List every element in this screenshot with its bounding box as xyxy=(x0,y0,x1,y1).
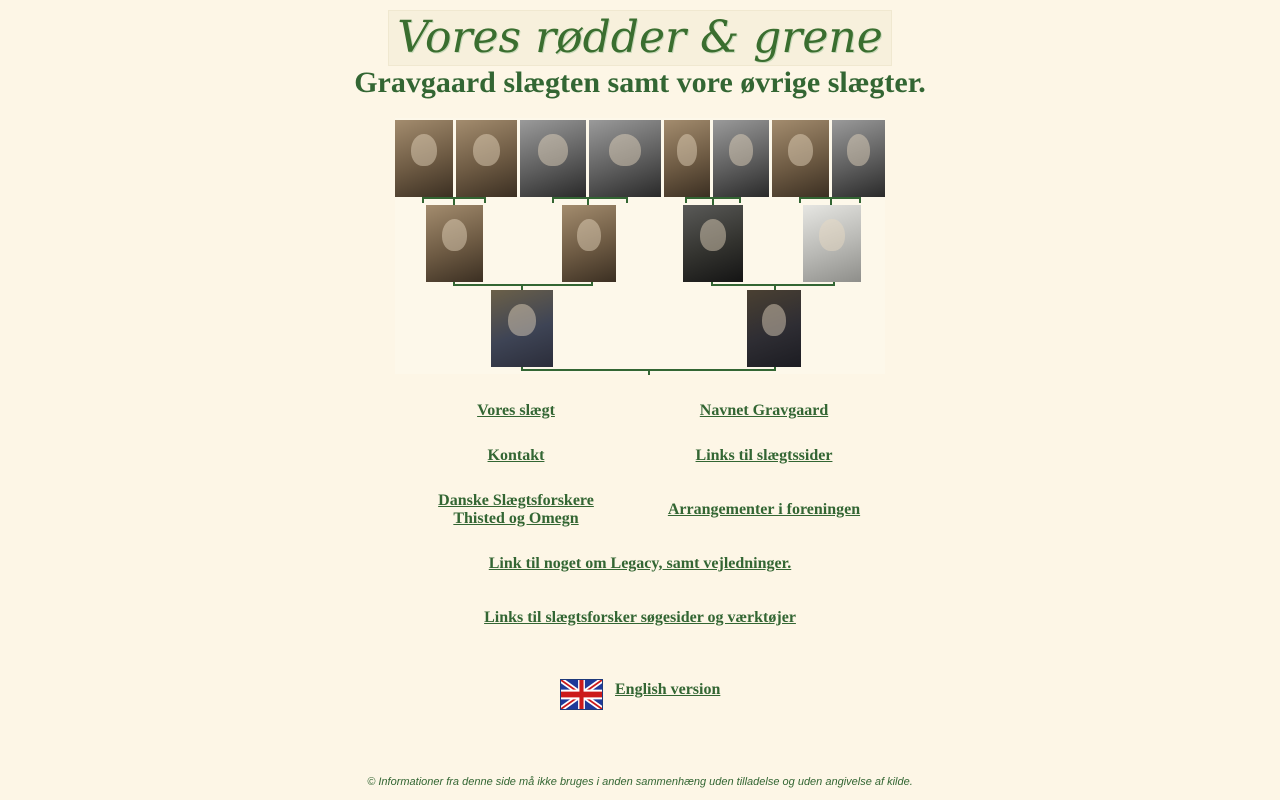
link-arrangementer[interactable]: Arrangementer i foreningen xyxy=(667,501,861,518)
portrait-photo xyxy=(426,205,483,282)
tree-connector xyxy=(711,282,713,286)
link-slaegtssider[interactable]: Links til slægtssider xyxy=(695,447,833,464)
copyright-notice: © Informationer fra denne side må ikke bruges i anden sammenhæng uden tilladelse og uden angivelse af kilde. xyxy=(367,776,913,788)
portrait-photo xyxy=(832,120,885,197)
portrait-photo xyxy=(491,290,553,367)
portrait-photo xyxy=(456,120,517,197)
portrait-photo xyxy=(520,120,586,197)
portrait-photo xyxy=(803,205,861,282)
tree-connector xyxy=(521,367,523,371)
tree-connector xyxy=(422,197,424,203)
link-danske-slaegtsforskere[interactable] xyxy=(400,492,632,528)
portrait-photo xyxy=(395,120,453,197)
site-logo-banner xyxy=(388,10,892,66)
tree-connector xyxy=(552,197,554,203)
tree-connector xyxy=(711,284,835,286)
link-english-version[interactable]: English version xyxy=(615,681,721,698)
tree-connector xyxy=(799,197,801,203)
tree-connector xyxy=(648,371,650,375)
banner-logo-text: Vores rødder & grene xyxy=(397,12,883,63)
tree-connector xyxy=(484,197,486,203)
uk-flag-icon[interactable] xyxy=(560,679,603,710)
portrait-photo xyxy=(772,120,829,197)
portrait-photo xyxy=(683,205,743,282)
family-tree xyxy=(395,118,885,374)
tree-connector xyxy=(774,367,776,371)
portrait-photo xyxy=(747,290,801,367)
link-navnet-gravgaard[interactable]: Navnet Gravgaard xyxy=(699,402,829,419)
tree-connector xyxy=(833,282,835,286)
portrait-photo xyxy=(713,120,769,197)
tree-connector xyxy=(453,284,593,286)
tree-connector xyxy=(453,282,455,286)
portrait-photo xyxy=(664,120,710,197)
tree-connector xyxy=(739,197,741,203)
tree-connector xyxy=(685,197,687,203)
link-legacy[interactable]: Link til noget om Legacy, samt vejledninger. xyxy=(488,555,792,572)
page-title: Gravgaard slægten samt vore øvrige slægter. xyxy=(354,66,926,99)
link-soegesider[interactable]: Links til slægtsforsker søgesider og værktøjer xyxy=(484,609,796,626)
link-danske-line1: Danske Slægtsforskere xyxy=(438,492,594,509)
link-vores-slaegt[interactable]: Vores slægt xyxy=(477,402,555,419)
portrait-photo xyxy=(562,205,616,282)
link-kontakt[interactable]: Kontakt xyxy=(487,447,545,464)
tree-connector xyxy=(859,197,861,203)
portrait-photo xyxy=(589,120,661,197)
tree-connector xyxy=(626,197,628,203)
link-danske-line2: Thisted og Omegn xyxy=(453,510,579,527)
tree-connector xyxy=(591,282,593,286)
tree-connector xyxy=(552,197,628,199)
